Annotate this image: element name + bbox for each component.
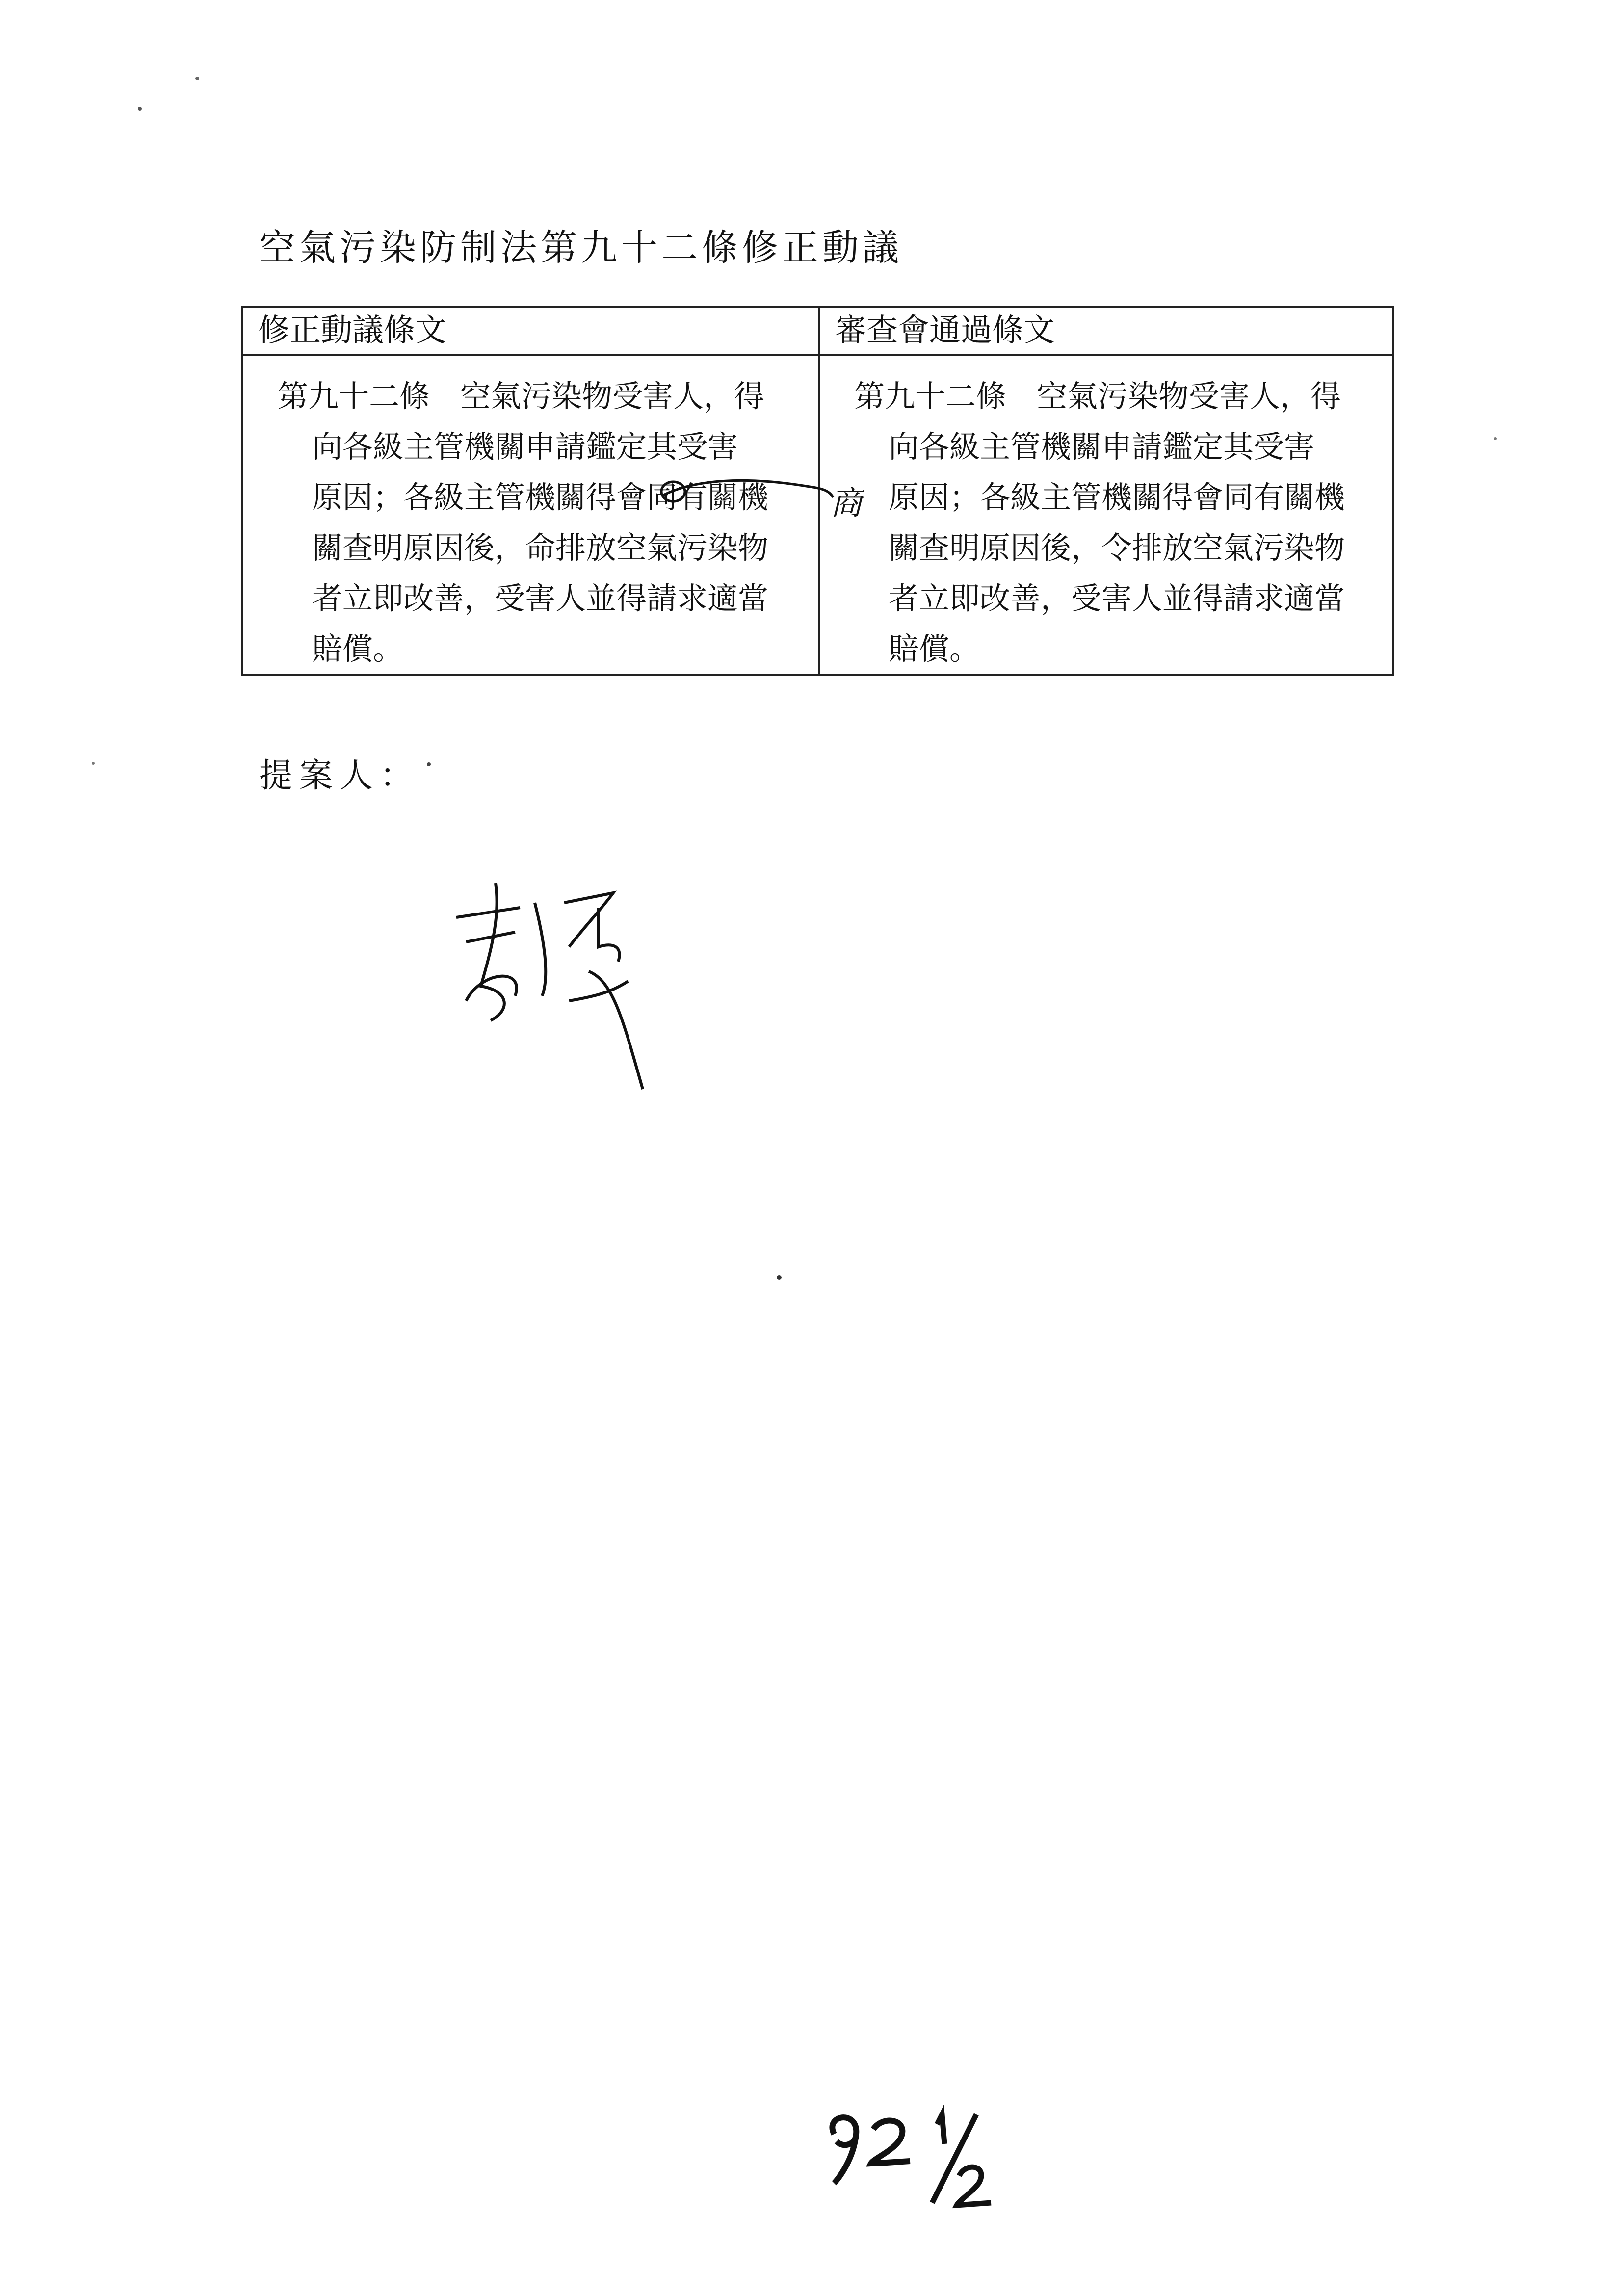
- motion-text-header: 修正動議條文: [258, 313, 446, 349]
- committee-line: 原因；各級主管機關得會同有關機: [889, 479, 1345, 515]
- motion-line: 原因；各級主管機關得會同有關機: [312, 479, 769, 515]
- handwritten-correction-mark: [648, 461, 864, 525]
- handwritten-signature: [451, 873, 687, 1104]
- motion-line: 賠償。: [312, 631, 404, 667]
- document-title: 空氣污染防制法第九十二條修正動議: [259, 227, 903, 269]
- handwritten-page-number: [819, 2105, 1016, 2213]
- motion-line: 第九十二條 空氣污染物受害人，得: [278, 378, 765, 414]
- committee-line: 第九十二條 空氣污染物受害人，得: [854, 378, 1341, 414]
- motion-line: 向各級主管機關申請鑑定其受害: [312, 429, 738, 465]
- proposer-label: 提案人：: [259, 757, 420, 795]
- committee-line: 向各級主管機關申請鑑定其受害: [889, 429, 1315, 465]
- motion-line: 者立即改善，受害人並得請求適當: [312, 580, 769, 616]
- committee-line: 關查明原因後，令排放空氣污染物: [889, 530, 1345, 566]
- committee-article-text: [854, 371, 1404, 674]
- motion-line: 關查明原因後，命排放空氣污染物: [312, 530, 769, 566]
- header-divider: [243, 354, 1392, 356]
- committee-text-header: 審查會通過條文: [835, 313, 1055, 349]
- correction-character: 商: [830, 484, 863, 522]
- committee-line: 者立即改善，受害人並得請求適當: [889, 580, 1345, 616]
- committee-line: 賠償。: [889, 631, 980, 667]
